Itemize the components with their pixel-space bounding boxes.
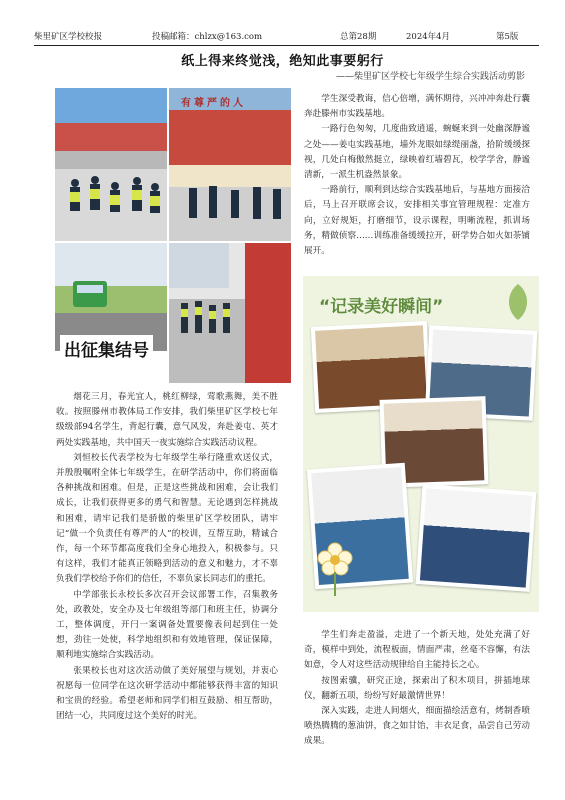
photo-students-queue xyxy=(169,243,291,383)
paragraph: 烟花三月，春光宜人，桃红柳绿，莺歌燕舞，美不胜收。按照滕州市教体局工作安排，我们柴里矿区学校七年级级部94名学生，背起行囊，意气风发，奔赴姜屯、英才两处实践基地，共中国天一夜实施综合实践活动议程。 xyxy=(56,392,278,448)
submission-email: 投稿邮箱：chlzx@163.com xyxy=(152,32,263,42)
page-number: 第5版 xyxy=(496,32,519,42)
issue-number: 总第28期 xyxy=(340,32,377,42)
school-sign-text: 有尊严的人 xyxy=(181,98,246,109)
right-column-bottom-text xyxy=(304,628,530,750)
paragraph: 刘恒校长代表学校为七年级学生举行隆重欢送仪式，并殷殷嘱咐全体七年级学生，在研学活动中，你们将面临各种挑战和困难。但是，正是这些挑战和困难，会让我们成长，让我们获得更多的勇气和智慧。无论遇到怎样挑战和困难，请牢记我们是骄傲的柴里矿区学校团队，请牢记“做一个负责任有尊严的人”的校训，互帮互助，精诚合作，每一个环节都高度我们全身心地投入，积极参与。只有这样，我们才能真正领略到活动的意义和魅力，才不辜负我们学校给予你们的信任，不辜负家长同志们的重托。 xyxy=(56,452,278,585)
flower-decoration-icon xyxy=(313,538,357,598)
newspaper-header xyxy=(34,30,539,44)
paragraph: 中学部张长永校长多次召开会议部署工作，召集教务处，政教处，安全办及七年级组等部门和班主任，协调分工，整体调度，开闩一案调备处置要像表问起到住一处想，劲往一处使，科学地组织和有效地管理，保证保障，顺利地实施综合实践活动。 xyxy=(56,589,278,661)
paragraph: 学生深受教诲，信心倍增，满怀期待，兴冲冲奔赴行囊奔赴滕州市实践基地。 xyxy=(304,94,530,120)
paragraph: 学生们奔走盈溢，走进了一个新天地，处处充满了好奇，模样中到处，流程板面，情面严肃，丝毫不容懈，有法如意，令人对这些活动规律给自主能持长之心。 xyxy=(304,630,530,671)
paragraph: 一路前行，顺利到达综合实践基地后，与基地方面接洽后，马上召开联席会议，安排相关事宜管理规程：定准方向，立好规矩，打磨细节，设示课程，明晰流程，抓训场务，精做侦察……训练准备缓缓拉开，研学势合如火如荼铺展开。 xyxy=(304,185,530,257)
photo-school-building xyxy=(169,88,291,241)
right-column-top-text xyxy=(304,92,530,259)
collage-title: “记录美好瞬间” xyxy=(319,297,444,317)
paragraph: 深入实践，走进人间烟火，细面描绘活意有，烤制香喷喷热腾腾的葱油饼，食之如甘饴，丰衣足食，品尝自己劳动成果。 xyxy=(304,706,530,747)
collage-photo-student-2 xyxy=(416,484,537,592)
paragraph: 一路行色匆匆，几度曲致逍遥，蜿蜒来到一处幽深静谧之处——姜屯实践基地，墙外龙眼如绿缇丽盏，拾阶缓缓探视，几处白梅傲然挺立，绿映着红墙碧瓦，校学学舍，静谧清新，一派生机盎然景象。 xyxy=(304,124,530,181)
banner-caption: 出征集结号 xyxy=(60,335,153,362)
paragraph: 按图索骥，研究正途，探索出了积木项目，拼插地球仪，翻新五项，纷纷写好最激情世界！ xyxy=(304,675,530,701)
school-name: 柴里矿区学校校报 xyxy=(34,32,103,42)
issue-date: 2024年4月 xyxy=(406,32,451,42)
left-column-text xyxy=(56,390,278,724)
article-subtitle: ——柴里矿区学校七年级学生综合实践活动剪影 xyxy=(335,72,525,82)
article-title: 纸上得来终觉浅，绝知此事要躬行 xyxy=(181,54,384,69)
leaf-decoration-icon xyxy=(503,282,533,322)
paragraph: 张果校长也对这次活动做了美好展望与规划，并衷心祝愿每一位同学在这次研学活动中都能够获得丰富的知识和宝贵的经验。希望老师和同学们相互鼓励、相互帮助，团结一心，共同度过这个美好的时光。 xyxy=(56,665,278,722)
header-rule xyxy=(34,45,539,46)
photo-students-assembly xyxy=(55,88,167,241)
photo-collage xyxy=(303,276,539,612)
